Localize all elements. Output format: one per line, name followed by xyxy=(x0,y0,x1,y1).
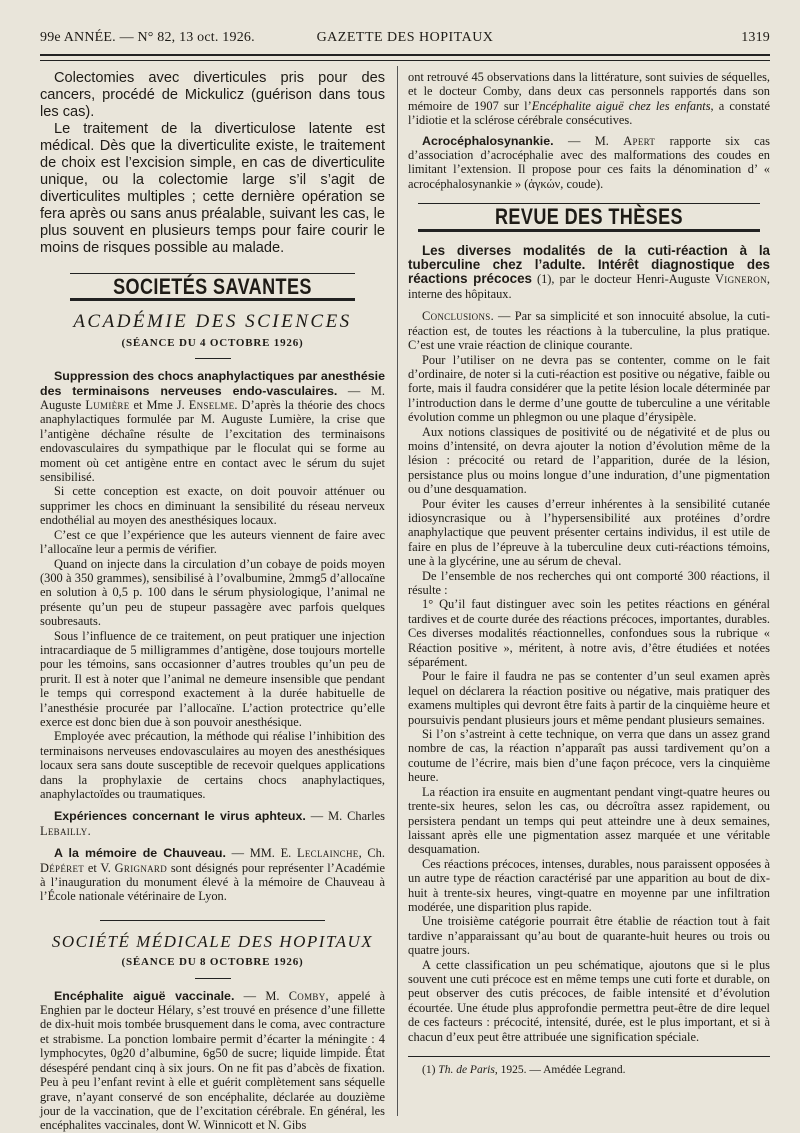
paragraph: Aux notions classiques de positivité ou de négativité et de plus ou moins d’intensité, on devra ajouter la notion d’évolution même de la lésion : précocité ou retard de l’apparition, durée de la lésion, persistance plus ou moins longue d’une induration, d’une pigmentation ou d’une desquamation. xyxy=(408,424,770,497)
paragraph: Employée avec précaution, la méthode qui réalise l’inhibition des terminaisons nerveuses endovasculaires au moyen des anesthésiques locaux sera sans doute susceptible de recevoir quelques applications dans la prophylaxie de certains chocs anaphylactiques, anaphylactoïdes ou traumatiques. xyxy=(40,729,385,801)
academy-seance: (SÉANCE DU 4 OCTOBRE 1926) xyxy=(121,336,304,349)
author-name: Comby xyxy=(288,988,326,1003)
author-name: Vigneron xyxy=(715,272,767,287)
paragraph: C’est ce que l’expérience que les auteurs viennent de faire avec l’allocaïne leur a permis de vérifier. xyxy=(40,527,385,557)
society-seance: (SÉANCE DU 8 OCTOBRE 1926) xyxy=(121,956,304,969)
author-name: Lebailly xyxy=(40,823,88,838)
paragraph: Ces réactions précoces, intenses, durables, nous paraissent opposées à un autre type de réaction caractérisé par une apparition au bout de dix-huit à trente-six heures, vingt-quatre en moyenne par une infiltration modérée, une disparition plus rapide. xyxy=(408,856,770,914)
conclusions-paragraph: Conclusions. — Par sa simplicité et son innocuité absolue, la cuti-réaction est, de toutes les réactions à la tuberculine, la plus pratique. C’est une vraie réaction de clinique courante. xyxy=(408,309,770,353)
right-column xyxy=(408,70,770,1077)
author-name: Dépéret xyxy=(40,860,85,875)
author-name: Grignard xyxy=(114,860,168,875)
article-title: Acrocéphalosynankie. xyxy=(422,133,554,148)
article-encephalite: Encéphalite aiguë vaccinale. — M. Comby, appelé à Enghien par le docteur Hélary, s’est trouvé en présence d’une fillette de dix-huit mois tombée brusquement dans le coma, avec contracture et strabisme. La ponction lombaire permit d’écarter la méningite : 4 lymphocytes, 0g20 d’albumine, 6g50 de sucre; liquide limpide. État désespéré pendant cinq à six jours. On ne fit pas d’abcès de fixation. Peu à peu l’enfant revint à elle et guérit complètement sans séquelle grave, n’ayant conservé de son encéphalite, déclarée au douzième jour de la vaccination, que de l’excitation cérébrale. En général, les encéphalites vaccinales, dont W. Winnicott et N. Gibs xyxy=(40,988,385,1133)
paragraph: La réaction ira ensuite en augmentant pendant vingt-quatre heures ou trente-six heures, selon les cas, ou décroîtra assez rapidement, ou persistera pendant un temps qui peut atteindre une à deux semaines, laissant après elle une pigmentation assez marquée et une véritable desquamation. xyxy=(408,784,770,857)
paragraph: De l’ensemble de nos recherches qui ont comporté 300 réactions, il résulte : xyxy=(408,568,770,597)
paragraph: Pour éviter les causes d’erreur inhérentes à la sensibilité cutanée idiosyncrasique ou à l’hypersensibilité aux protéines d’ordre anaphylactique que peuvent présenter certains individus, il est utile de faire en plus de l’épreuve à la tuberculine deux cuti-réactions témoins, une à la glycérine, une au sérum de cheval. xyxy=(408,496,770,569)
article-title: Encéphalite aiguë vaccinale. xyxy=(54,988,235,1003)
header-rule-thin xyxy=(40,60,770,61)
paragraph: Si l’on s’astreint à cette technique, on verra que dans un assez grand nombre de cas, la réaction n’apparaît pas aussi tardivement qu’on a coutume de l’écrire, mais bien d’une façon précoce, vers la cinquième heure. xyxy=(408,727,770,785)
running-header xyxy=(40,30,770,50)
paragraph: Si cette conception est exacte, on doit pouvoir atténuer ou supprimer les chocs en diminuant la sensibilité du réseau nerveux endothélial au moyen des anesthésiques locaux. xyxy=(40,484,385,528)
paragraph: Quand on injecte dans la circulation d’un cobaye de poids moyen (300 à 350 grammes), sensibilisé à l’ovalbumine, 2mmg5 d’allocaïne en solution à 0,5 p. 100 dans le sérum physiologique, l’animal ne présente qu’un peu de stupeur passagère avec parfois quelques soubresauts. xyxy=(40,556,385,629)
thesis-heading: Les diverses modalités de la cuti-réaction à la tuberculine chez l’adulte. Intérêt diagnostique des réactions précoces (1), par le docteur Henri-Auguste Vigneron, interne des hôpitaux. xyxy=(408,242,770,301)
thesis-title: Les diverses modalités de la cuti-réaction à la tuberculine chez l’adulte. Intérêt diagnostique des réactions précoces xyxy=(408,242,770,287)
author-name: Lumière xyxy=(85,398,130,413)
left-column xyxy=(40,70,385,1133)
section-title-societes: SOCIETÉS SAVANTES xyxy=(113,274,312,299)
paragraph: Pour le faire il faudra ne pas se contenter d’un seul examen après lequel on déclarera la réaction positive ou négative, mais pratiquer des examens multiples qui devront être faits à partir de la cinquième heure et poursuivis pendant plusieurs jours et même pendant plusieurs semaines. xyxy=(408,669,770,727)
article-virus-aphteux: Expériences concernant le virus aphteux. — M. Charles Lebailly. xyxy=(40,809,385,838)
page-number: 1319 xyxy=(741,30,770,45)
article-title: A la mémoire de Chauveau. xyxy=(54,846,226,861)
article-title: Expériences concernant le virus aphteux. xyxy=(54,809,306,824)
paragraph: 1° Qu’il faut distinguer avec soin les petites réactions en général tardives et de courte durée des réactions précoces, importantes, durables. Ces diverses modalités réactionnelles, confondues sous la rubrique « Réaction positive », méritent, à notre avis, d’être étudiées et notées séparément. xyxy=(408,597,770,670)
conclusions-label: Conclusions xyxy=(422,309,491,324)
issue-info: 99e ANNÉE. — N° 82, 13 oct. 1926. xyxy=(40,30,255,45)
society-title: SOCIÉTÉ MÉDICALE DES HOPITAUX xyxy=(51,931,374,951)
author-name: Leclainche xyxy=(297,846,359,861)
cited-title: Encéphalite aiguë chez les enfants xyxy=(531,98,711,113)
encephalite-continued: ont retrouvé 45 observations dans la littérature, sont suivies de séquelles, et le docteur Comby, dans deux cas personnels rapportés dans son mémoire de 1907 sur l’Encéphalite aiguë chez les enfants, a constaté l’idiotie et la sclérose cérébrale consécutives. xyxy=(408,70,770,128)
author-name: Apert xyxy=(623,133,656,148)
article-anaphylaxis: Suppression des chocs anaphylactiques par anesthésie des terminaisons nerveuses endo-vasculaires. — M. Auguste Lumière et Mme J. Enselme. D’après la théorie des chocs anaphylactiques formulée par M. Auguste Lumière, la crise que l’antigène déchaîne résulte de l’excitation des terminaisons endovasculaires du sympathique par le floculat qui se forme au moment où cet antigène entre en contact avec le sérum du sujet sensibilisé. xyxy=(40,369,385,485)
paragraph: Sous l’influence de ce traitement, on peut pratiquer une injection intracardiaque de 5 milligrammes d’antigène, dose toujours mortelle pour les témoins, sans occasionner d’autres troubles qu’un peu de prurit. Il est à noter que l’animal ne demeure insensible que pendant le temps qui correspond exactement à la durée habituelle de l’anesthésie procurée par l’allocaïne. L’action protectrice qu’elle exerce est donc bien due à son pouvoir anesthésique. xyxy=(40,628,385,729)
article-chauveau: A la mémoire de Chauveau. — MM. E. Leclainche, Ch. Dépéret et V. Grignard sont désignés pour représenter l’Académie à l’inauguration du monument élevé à la mémoire de Chauveau à l’École nationale vétérinaire de Lyon. xyxy=(40,846,385,904)
diverticulitis-conclusion-1: Colectomies avec diverticules pris pour des cancers, procédé de Mickulicz (guérison dans tous les cas). xyxy=(40,70,385,120)
academy-title: ACADÉMIE DES SCIENCES xyxy=(73,311,352,333)
header-rule xyxy=(40,54,770,56)
paragraph: A cette classification un peu schématique, ajoutons que si le plus souvent une cuti précoce est en même temps une cuti forte et durable, on peut observer des cutis précoces, de faible intensité et d’évolution écourtée. Une étude plus approfondie permettra peut-être de dire lequel de ces facteurs : précocité, intensité, durée, est le plus important, et si à chacun d’eux peut être attribuée une signification spéciale. xyxy=(408,957,770,1044)
article-acrocephalosynankie: Acrocéphalosynankie. — M. Apert rapporte six cas d’association d’acrocéphalie avec des malformations des coudes en limitant l’extension. Il propose pour ces faits la dénomination d’ « acrocéphalosynankie » (ἀγκών, coude). xyxy=(408,133,770,191)
paragraph: Une troisième catégorie pourrait être établie de réaction tout à fait tardive n’apparaissant qu’au bout de quarante-huit heures ou trois ou quatre jours. xyxy=(408,914,770,958)
section-title-theses: REVUE DES THÈSES xyxy=(494,204,684,230)
journal-title: GAZETTE DES HOPITAUX xyxy=(316,30,494,45)
paragraph: Pour l’utiliser on ne devra pas se contenter, comme on le fait d’ordinaire, de noter si la cuti-réaction est positive ou négative, faible ou forte, mais il faudra considérer que la petite lésion locale déterminée par l’introduction dans le derme d’une goutte de tuberculine a une véritable évolution comme un phlegmon ou une plaque d’érysipèle. xyxy=(408,352,770,425)
diverticulitis-conclusion-2: Le traitement de la diverticulose latente est médical. Dès que la diverticulite existe, le traitement de choix est l’excision simple, en cas de diverticulite unique, ou la colectomie large s’il s’agit de diverticulites multiples ; cette dernière opération se fera après ou sans anus préalable, suivant les cas, le plus souvent en plusieurs temps pour faire courir le moins de risques possible au malade. xyxy=(40,121,385,256)
author-name: Enselme xyxy=(188,398,235,413)
column-divider xyxy=(397,66,398,1116)
article-title: Suppression des chocs anaphylactiques par anesthésie des terminaisons nerveuses endo-vasculaires. xyxy=(40,369,385,398)
footnote: (1) Th. de Paris, 1925. — Amédée Legrand. xyxy=(422,1064,626,1076)
